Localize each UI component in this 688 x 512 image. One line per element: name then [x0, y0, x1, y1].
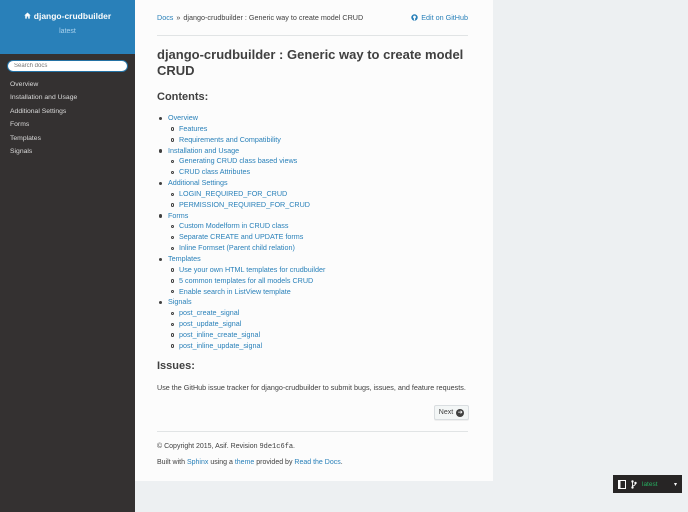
sidebar-item-templates[interactable]: Templates	[10, 134, 41, 142]
copyright-period: .	[293, 443, 295, 450]
edit-on-github-label: Edit on GitHub	[421, 13, 468, 22]
sidebar-item-additional-settings[interactable]: Additional Settings	[10, 107, 67, 115]
toc-enable-search[interactable]: Enable search in ListView template	[157, 287, 468, 298]
issues-heading: Issues:	[157, 360, 195, 372]
copyright-text: © Copyright 2015, Asif. Revision	[157, 443, 260, 450]
book-icon	[618, 480, 626, 489]
toc-common-templates[interactable]: 5 common templates for all models CRUD	[157, 276, 468, 287]
copyright	[157, 443, 295, 451]
version-label: latest	[59, 28, 76, 35]
toc-signals[interactable]: Signals	[157, 297, 468, 308]
toc-post-inline-create-signal[interactable]: post_inline_create_signal	[157, 330, 468, 341]
toc-features[interactable]: Features	[157, 124, 468, 135]
theme-link[interactable]: theme	[234, 459, 255, 466]
toc-own-templates[interactable]: Use your own HTML templates for crudbuilder	[157, 265, 468, 276]
toc-templates[interactable]: Templates	[157, 254, 468, 265]
breadcrumb	[157, 13, 468, 22]
toc-login-required[interactable]: LOGIN_REQUIRED_FOR_CRUD	[157, 189, 468, 200]
next-label: Next	[438, 409, 454, 416]
toc-inline-formset[interactable]: Inline Formset (Parent child relation)	[157, 243, 468, 254]
sidebar-item-forms[interactable]: Forms	[10, 121, 30, 129]
project-link[interactable]	[24, 11, 111, 21]
toc-crud-attributes[interactable]: CRUD class Attributes	[157, 167, 468, 178]
sidebar-header	[0, 0, 135, 54]
toc-post-update-signal[interactable]: post_update_signal	[157, 319, 468, 330]
sidebar	[0, 0, 135, 512]
table-of-contents	[157, 113, 468, 352]
breadcrumb-docs-link[interactable]: Docs	[157, 13, 174, 22]
sidebar-item-installation[interactable]: Installation and Usage	[10, 94, 78, 102]
toc-separate-forms[interactable]: Separate CREATE and UPDATE forms	[157, 232, 468, 243]
sidebar-item-signals[interactable]: Signals	[10, 147, 33, 155]
version-switcher-label: latest	[642, 480, 658, 488]
built-with	[157, 459, 343, 466]
toc-permission-required[interactable]: PERMISSION_REQUIRED_FOR_CRUD	[157, 200, 468, 211]
arrow-right-circle-icon: ➜	[457, 409, 463, 416]
version-switcher[interactable]	[613, 475, 682, 493]
edit-on-github-link[interactable]	[411, 13, 468, 22]
toc-forms[interactable]: Forms	[157, 211, 468, 222]
footer-divider	[157, 431, 468, 432]
toc-installation[interactable]: Installation and Usage	[157, 146, 468, 157]
github-icon	[411, 14, 418, 21]
next-button[interactable]	[434, 405, 469, 420]
provided-by-text: provided by	[254, 459, 295, 466]
toc-generating-crud[interactable]: Generating CRUD class based views	[157, 156, 468, 167]
breadcrumb-current: django-crudbuilder : Generic way to create model CRUD	[183, 13, 364, 22]
read-the-docs-link[interactable]: Read the Docs	[294, 459, 341, 466]
search-input[interactable]	[7, 60, 128, 72]
page-title: django-crudbuilder : Generic way to create model CRUD	[157, 47, 464, 78]
header-divider	[157, 35, 468, 36]
toc-additional-settings[interactable]: Additional Settings	[157, 178, 468, 189]
sidebar-item-overview[interactable]: Overview	[10, 81, 39, 88]
main-content	[135, 0, 493, 481]
caret-down-icon: ▾	[673, 481, 677, 488]
revision-hash: 9de1c6fa	[259, 443, 294, 451]
toc-post-inline-update-signal[interactable]: post_inline_update_signal	[157, 341, 468, 352]
breadcrumb-separator: »	[176, 13, 181, 22]
branch-icon	[631, 480, 637, 489]
sphinx-link[interactable]: Sphinx	[186, 459, 209, 466]
toc-overview[interactable]: Overview	[157, 113, 468, 124]
built-with-text: Built with	[157, 459, 187, 466]
home-icon	[24, 12, 31, 19]
project-title: django-crudbuilder	[33, 10, 112, 21]
sidebar-nav	[0, 78, 135, 158]
toc-custom-modelform[interactable]: Custom Modelform in CRUD class	[157, 221, 468, 232]
toc-post-create-signal[interactable]: post_create_signal	[157, 308, 468, 319]
footer-end: .	[340, 459, 343, 466]
toc-requirements[interactable]: Requirements and Compatibility	[157, 135, 468, 146]
using-a-text: using a	[208, 459, 235, 466]
contents-heading: Contents:	[157, 91, 209, 103]
issues-paragraph: Use the GitHub issue tracker for django-crudbuilder to submit bugs, issues, and feature requests.	[157, 383, 466, 392]
